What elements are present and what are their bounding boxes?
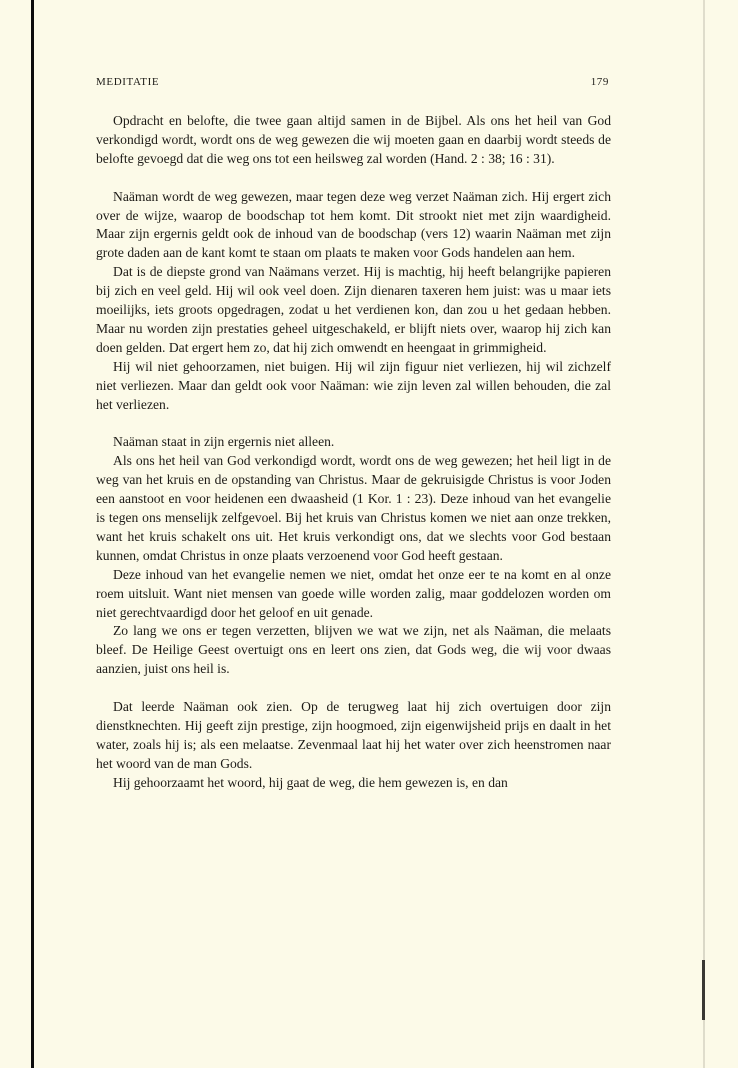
paragraph: Als ons het heil van God verkondigd wordt, wordt ons de weg gewezen; het heil ligt in de weg van het kruis en de opstanding van Christus. Maar de gekruisigde Christus is voor Joden een aanstoot en voor heidenen een dwaasheid (1 Kor. 1 : 23). Deze inhoud van het evangelie is tegen ons menselijk zelfgevoel. Bij het kruis van Christus komen we niet aan onze trekken, want het kruis schakelt ons uit. Het kruis verkondigt ons, dat we slechts voor God bestaan kunnen, omdat Christus in onze plaats verzoenend voor God heeft gestaan. — [96, 453, 611, 563]
paragraph: Naäman wordt de weg gewezen, maar tegen deze weg verzet Naäman zich. Hij ergert zich over de wijze, waarop de boodschap tot hem komt. Dit strookt niet met zijn waardigheid. Maar zijn ergernis geldt ook de inhoud van de boodschap (vers 12) waarin Naäman met zijn grote daden aan de kant komt te staan om plaats te maken voor Gods handelen aan hem. — [96, 188, 611, 261]
paragraph: Opdracht en belofte, die twee gaan altijd samen in de Bijbel. Als ons het heil van God verkondigd wordt, wordt ons de weg gewezen die wij moeten gaan en daarbij wordt steeds de belofte gevoegd dat die weg ons tot een heilsweg zal worden (Hand. 2 : 38; 16 : 31). — [96, 113, 611, 166]
section-promise — [96, 112, 611, 169]
paragraph: Hij gehoorzaamt het woord, hij gaat de weg, die hem gewezen is, en dan — [113, 774, 508, 790]
paragraph: Dat leerde Naäman ook zien. Op de terugweg laat hij zich overtuigen door zijn dienstknechten. Hij geeft zijn prestige, zijn hoogmoed, zijn eigenwijsheid prijs en daalt in het water, zoals hij is; als een melaatse. Zevenmaal laat hij het water over zich heenstromen naar het woord van de man Gods. — [96, 699, 611, 771]
page-header — [96, 76, 609, 96]
body-text — [96, 112, 611, 793]
paragraph: Naäman staat in zijn ergernis niet alleen. — [113, 434, 335, 450]
page-number: 179 — [590, 76, 609, 88]
paragraph: Hij wil niet gehoorzamen, niet buigen. Hij wil zijn figuur niet verliezen, hij wil zichzelf niet verliezen. Maar dan geldt ook voor Naäman: wie zijn leven zal willen behouden, die zal het verliezen. — [96, 358, 611, 412]
page-right-edge-shadow — [703, 0, 705, 1068]
paragraph: Zo lang we ons er tegen verzetten, blijven we wat we zijn, net als Naäman, die melaats bleef. De Heilige Geest overtuigt ons en leert ons zien, dat Gods weg, die wij voor dwaas aanzien, juist ons heil is. — [96, 623, 611, 677]
section-not-alone — [96, 433, 611, 679]
section-naaman-resistance — [96, 188, 611, 415]
paragraph: Dat is de diepste grond van Naämans verzet. Hij is machtig, hij heeft belangrijke papieren bij zich en veel geld. Hij wil ook veel doen. Zijn dienaren taxeren hem juist: was u maar iets moeilijks, iets groots opgedragen, zodat u het verdienen kon, dan zou u het gedaan hebben. Maar nu worden zijn prestaties geheel uitgeschakeld, er blijft niets over, waarop hij zich kan doen gelden. Dat ergert hem zo, dat hij zich omwendt en heengaat in grimmigheid. — [96, 264, 611, 355]
paragraph: Deze inhoud van het evangelie nemen we niet, omdat het onze eer te na komt en al onze roem uitsluit. Want niet mensen van goede wille worden zalig, maar goddelozen worden om niet gerechtvaardigd door het geloof en uit genade. — [96, 566, 611, 620]
section-naaman-learns — [96, 698, 611, 793]
page-right-edge-mark — [702, 960, 705, 1020]
page-left-edge-shadow — [31, 0, 34, 1068]
running-head: MEDITATIE — [96, 76, 160, 88]
